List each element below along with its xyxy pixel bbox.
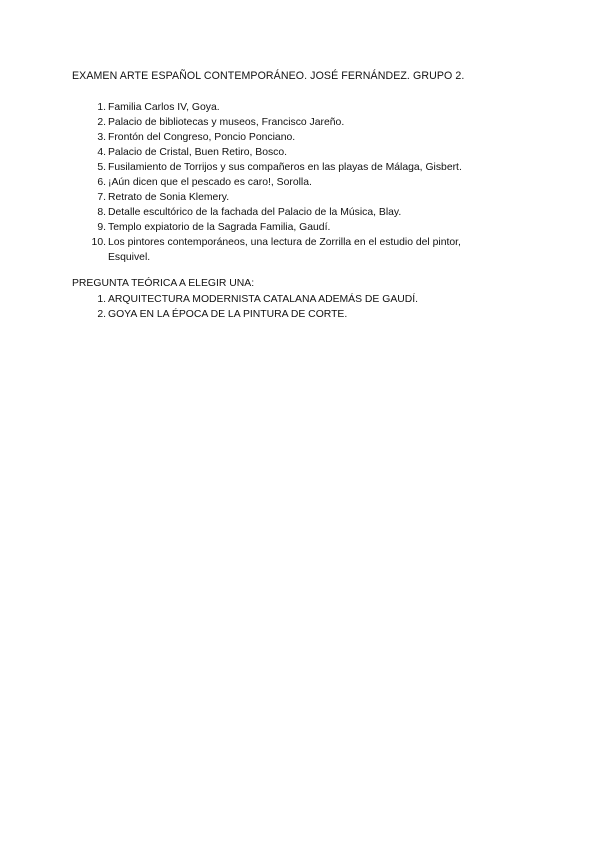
list-item-number: 1. (97, 294, 106, 305)
list-item-number: 3. (97, 132, 106, 143)
list-item (80, 100, 500, 115)
list-item-number: 10. (91, 237, 106, 248)
theory-question-heading: PREGUNTA TEÓRICA A ELEGIR UNA: (72, 278, 255, 289)
exam-title: EXAMEN ARTE ESPAÑOL CONTEMPORÁNEO. JOSÉ FERNÁNDEZ. GRUPO 2. (72, 70, 465, 82)
list-item (80, 145, 500, 160)
list-item-number: 8. (97, 207, 106, 218)
list-item-number: 9. (97, 222, 106, 233)
list-item-text: Detalle escultórico de la fachada del Palacio de la Música, Blay. (108, 207, 402, 218)
list-item (80, 292, 520, 307)
list-item-number: 2. (97, 117, 106, 128)
list-item-text: ARQUITECTURA MODERNISTA CATALANA ADEMÁS DE GAUDÍ. (108, 294, 419, 305)
list-item-number: 6. (97, 177, 106, 188)
list-item-text: Retrato de Sonia Klemery. (108, 192, 230, 203)
list-item-text: ¡Aún dicen que el pescado es caro!, Sorolla. (108, 177, 312, 188)
list-item-number: 2. (97, 309, 106, 320)
list-item-number: 7. (97, 192, 106, 203)
list-item-text: Fusilamiento de Torrijos y sus compañeros en las playas de Málaga, Gisbert. (108, 162, 462, 173)
list-item (80, 220, 500, 235)
list-item-number: 5. (97, 162, 106, 173)
artworks-list (80, 100, 500, 265)
list-item (80, 205, 500, 220)
list-item-text: Frontón del Congreso, Poncio Ponciano. (108, 132, 296, 143)
list-item (80, 115, 500, 130)
list-item-number: 1. (97, 102, 106, 113)
list-item (80, 235, 500, 265)
list-item-text: Los pintores contemporáneos, una lectura de Zorrilla en el estudio del pintor, Esquivel. (108, 237, 461, 263)
list-item (80, 175, 500, 190)
list-item-text: GOYA EN LA ÉPOCA DE LA PINTURA DE CORTE. (108, 309, 348, 320)
list-item-text: Familia Carlos IV, Goya. (108, 102, 220, 113)
list-item-text: Templo expiatorio de la Sagrada Familia, Gaudí. (108, 222, 331, 233)
list-item-number: 4. (97, 147, 106, 158)
list-item (80, 160, 500, 175)
list-item (80, 190, 500, 205)
list-item-text: Palacio de bibliotecas y museos, Francisco Jareño. (108, 117, 345, 128)
theory-topics-list (80, 292, 520, 322)
list-item-text: Palacio de Cristal, Buen Retiro, Bosco. (108, 147, 288, 158)
list-item (80, 307, 520, 322)
list-item (80, 130, 500, 145)
